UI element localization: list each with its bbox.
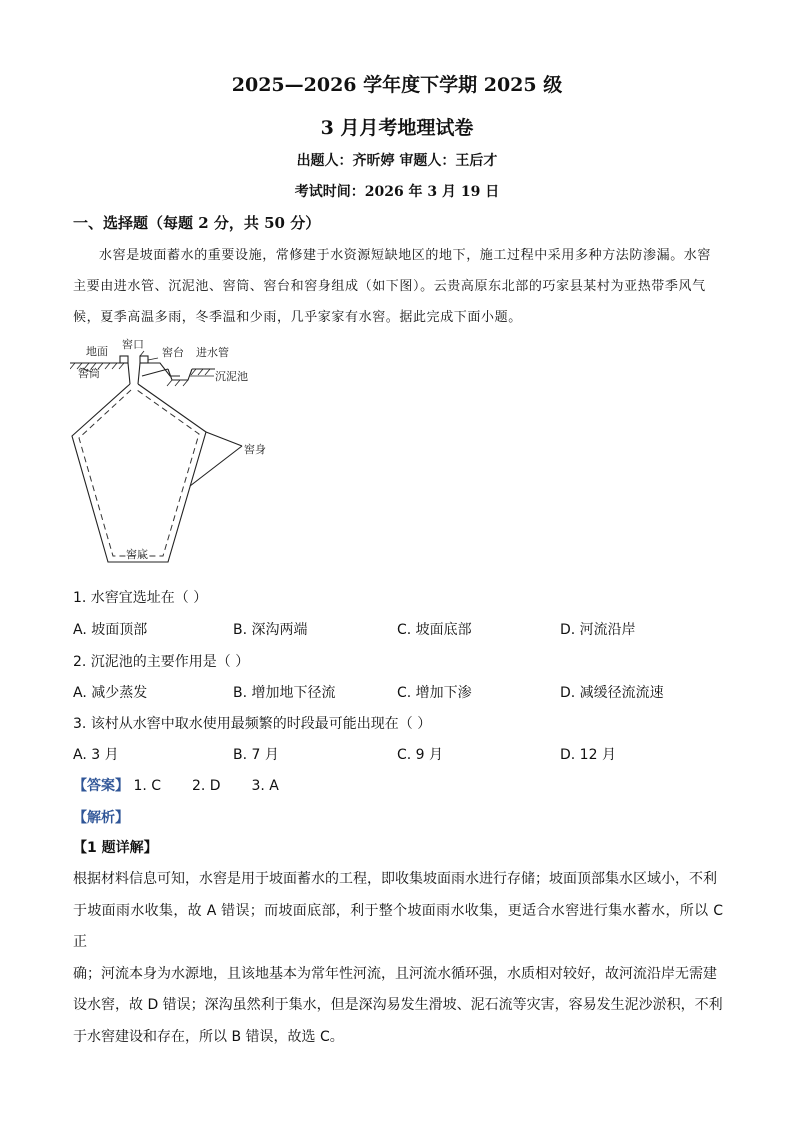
question-2-option-d: D. 减缓径流流速 xyxy=(560,685,664,701)
question-3-option-a: A. 3 月 xyxy=(73,747,119,763)
question-1-option-a: A. 坡面顶部 xyxy=(73,622,148,638)
analysis-tag: 【解析】 xyxy=(73,810,129,826)
question-2-option-a: A. 减少蒸发 xyxy=(73,685,148,701)
answer-tag: 【答案】 xyxy=(73,778,129,794)
detail-heading: 【1 题详解】 xyxy=(73,840,158,856)
answer-line xyxy=(73,775,279,795)
question-3-stem: 3. 该村从水窖中取水使用最频繁的时段最可能出现在（ ） xyxy=(73,716,432,732)
question-2-stem: 2. 沉泥池的主要作用是（ ） xyxy=(73,654,250,670)
question-2-option-b: B. 增加地下径流 xyxy=(233,685,336,701)
exam-authors: 出题人：齐昕婷 审题人：王后才 xyxy=(296,153,498,169)
answer-item: 3. A xyxy=(251,778,279,794)
label-inlet: 进水管 xyxy=(196,346,229,359)
label-body: 窖身 xyxy=(244,443,266,456)
question-1-option-b: B. 深沟两端 xyxy=(233,622,308,638)
question-3-option-c: C. 9 月 xyxy=(397,747,444,763)
question-1-option-d: D. 河流沿岸 xyxy=(560,622,636,638)
explanation-line: 根据材料信息可知，水窖是用于坡面蓄水的工程，即收集坡面雨水进行存储；坡面顶部集水区域小，不利 xyxy=(73,871,717,887)
answer-item: 1. C xyxy=(133,778,162,794)
question-3-option-b: B. 7 月 xyxy=(233,747,279,763)
label-platform: 窖台 xyxy=(162,346,184,359)
question-1-stem: 1. 水窖宜选址在（ ） xyxy=(73,590,208,606)
water-cellar-diagram xyxy=(70,336,300,576)
exam-time: 考试时间：2026 年 3 月 19 日 xyxy=(294,184,500,200)
question-2-option-c: C. 增加下渗 xyxy=(397,685,472,701)
label-shaft: 窖筒 xyxy=(78,367,100,380)
label-ground: 地面 xyxy=(86,345,108,358)
explanation-line: 设水窖，故 D 错误；深沟虽然利于集水，但是深沟易发生滑坡、泥石流等灾害，容易发生泥沙淤积，不利 xyxy=(73,997,723,1013)
section-heading: 一、选择题（每题 2 分，共 50 分） xyxy=(73,214,321,232)
explanation-text xyxy=(73,864,723,1053)
label-bottom: 窖底 xyxy=(126,548,148,561)
label-pool: 沉泥池 xyxy=(215,370,248,383)
section-intro: 水窖是坡面蓄水的重要设施，常修建于水资源短缺地区的地下，施工过程中采用多种方法防渗漏。水窖主要由进水管、沉泥池、窖筒、窖台和窖身组成（如下图）。云贵高原东北部的巧家县某村为亚热带季风气候，夏季高温多雨，冬季温和少雨，几乎家家有水窖。据此完成下面小题。 xyxy=(73,248,712,325)
exam-title-line2: 3 月月考地理试卷 xyxy=(320,117,474,139)
explanation-line: 于坡面雨水收集，故 A 错误；而坡面底部，利于整个坡面雨水收集，更适合水窖进行集水蓄水，所以 C 正 xyxy=(73,902,723,950)
question-1-option-c: C. 坡面底部 xyxy=(397,622,472,638)
label-mouth: 窖口 xyxy=(122,338,144,351)
question-3-option-d: D. 12 月 xyxy=(560,747,616,763)
explanation-line: 于水窖建设和存在，所以 B 错误，故选 C。 xyxy=(73,1028,344,1045)
exam-title-line1: 2025—2026 学年度下学期 2025 级 xyxy=(231,74,563,96)
explanation-line: 确；河流本身为水源地，且该地基本为常年性河流，且河流水循环强，水质相对较好，故河流沿岸无需建 xyxy=(73,965,717,982)
answer-item: 2. D xyxy=(191,778,221,794)
